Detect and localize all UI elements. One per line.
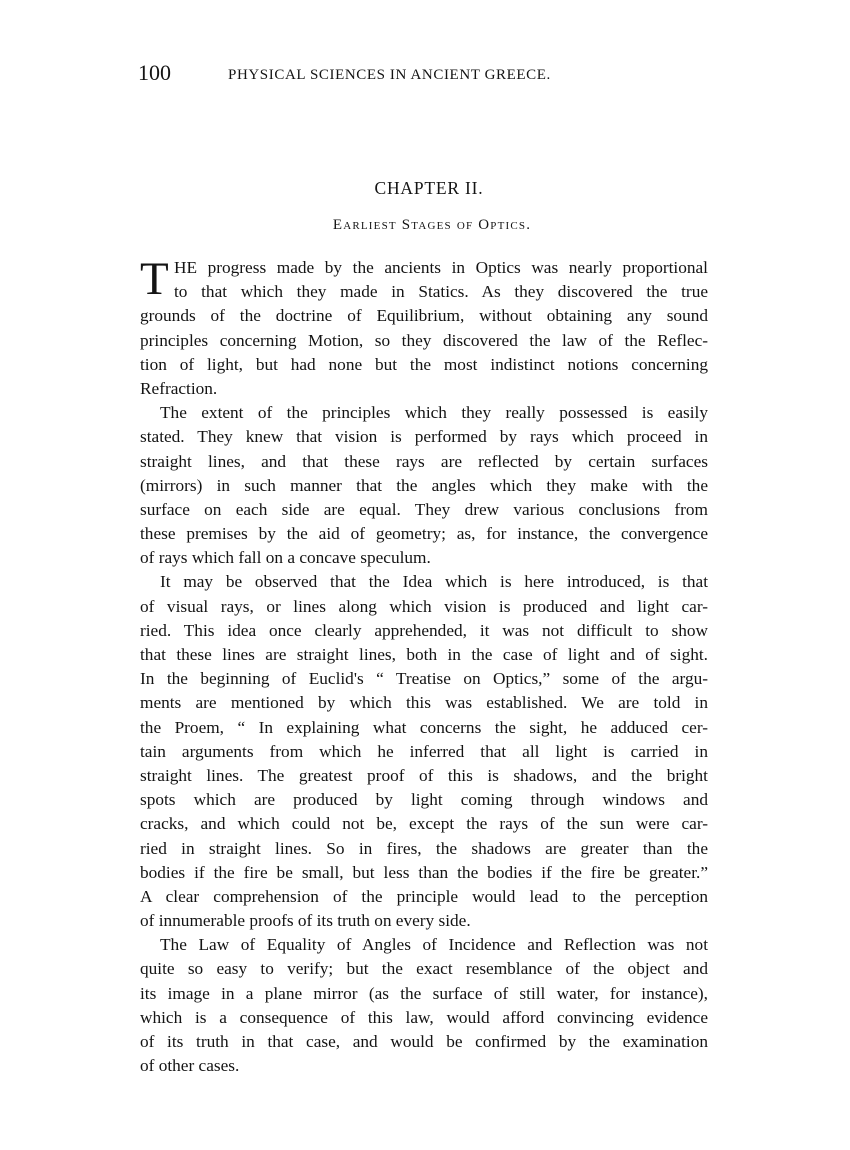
text-line: to that which they made in Statics. As they discovered the true (174, 282, 708, 302)
text-line: ried. This idea once clearly apprehended, it was not difficult to show (140, 620, 708, 640)
chapter-body (140, 253, 708, 1078)
text-line: bodies if the fire be small, but less than the bodies if the fire be greater.” (140, 862, 708, 882)
text-line: of visual rays, or lines along which vision is produced and light car- (140, 596, 708, 616)
drop-cap: T (140, 253, 169, 305)
text-line: of rays which fall on a concave speculum. (140, 548, 431, 568)
text-line: straight lines. The greatest proof of this is shadows, and the bright (140, 765, 708, 785)
paragraph-2 (140, 401, 708, 570)
text-line: the Proem, “ In explaining what concerns the sight, he adduced cer- (140, 717, 708, 737)
text-line: which is a consequence of this law, would afford convincing evidence (140, 1007, 708, 1027)
text-line: cracks, and which could not be, except the rays of the sun were car- (140, 814, 708, 834)
text-line: tion of light, but had none but the most indistinct notions concerning (140, 354, 708, 374)
chapter-title: CHAPTER II. (374, 178, 484, 198)
running-title: PHYSICAL SCIENCES IN ANCIENT GREECE. (228, 67, 551, 83)
text-line: It may be observed that the Idea which is here introduced, is that (160, 572, 708, 592)
text-line: quite so easy to verify; but the exact resemblance of the object and (140, 959, 708, 979)
text-line: stated. They knew that vision is performed by rays which proceed in (140, 427, 708, 447)
text-line: spots which are produced by light coming through windows and (140, 790, 708, 810)
paragraph-3 (140, 570, 708, 933)
chapter-subtitle: Earliest Stages of Optics. (332, 217, 532, 233)
text-line: The Law of Equality of Angles of Incidence and Reflection was not (160, 935, 708, 955)
text-line: grounds of the doctrine of Equilibrium, without obtaining any sound (140, 306, 708, 326)
text-line: HE progress made by the ancients in Optics was nearly proportional (174, 258, 708, 277)
text-line: surface on each side are equal. They drew various conclusions from (140, 499, 708, 519)
text-line: tain arguments from which he inferred that all light is carried in (140, 741, 708, 761)
paragraph-4 (140, 933, 708, 1078)
text-line: Refraction. (140, 378, 218, 398)
text-line: principles concerning Motion, so they discovered the law of the Reflec- (140, 330, 708, 350)
text-line: ried in straight lines. So in fires, the shadows are greater than the (140, 838, 708, 858)
text-line: ments are mentioned by which this was established. We are told in (140, 693, 708, 713)
running-head (138, 60, 713, 90)
text-line: that these lines are straight lines, both in the case of light and of sight. (140, 645, 708, 664)
paragraph-1 (140, 253, 708, 401)
page-number: 100 (138, 60, 171, 85)
text-line: In the beginning of Euclid's “ Treatise on Optics,” some of the argu- (140, 669, 708, 689)
text-line: A clear comprehension of the principle would lead to the perception (140, 886, 708, 906)
text-line: these premises by the aid of geometry; as, for instance, the convergence (140, 524, 708, 544)
text-line: straight lines, and that these rays are reflected by certain surfaces (140, 451, 708, 471)
text-line: its image in a plane mirror (as the surface of still water, for instance), (140, 983, 708, 1003)
text-line: (mirrors) in such manner that the angles which they make with the (140, 475, 708, 495)
text-line: The extent of the principles which they really possessed is easily (160, 403, 708, 423)
text-line: of other cases. (140, 1056, 240, 1076)
text-line: of its truth in that case, and would be confirmed by the examination (140, 1032, 708, 1051)
text-line: of innumerable proofs of its truth on every side. (140, 911, 471, 931)
